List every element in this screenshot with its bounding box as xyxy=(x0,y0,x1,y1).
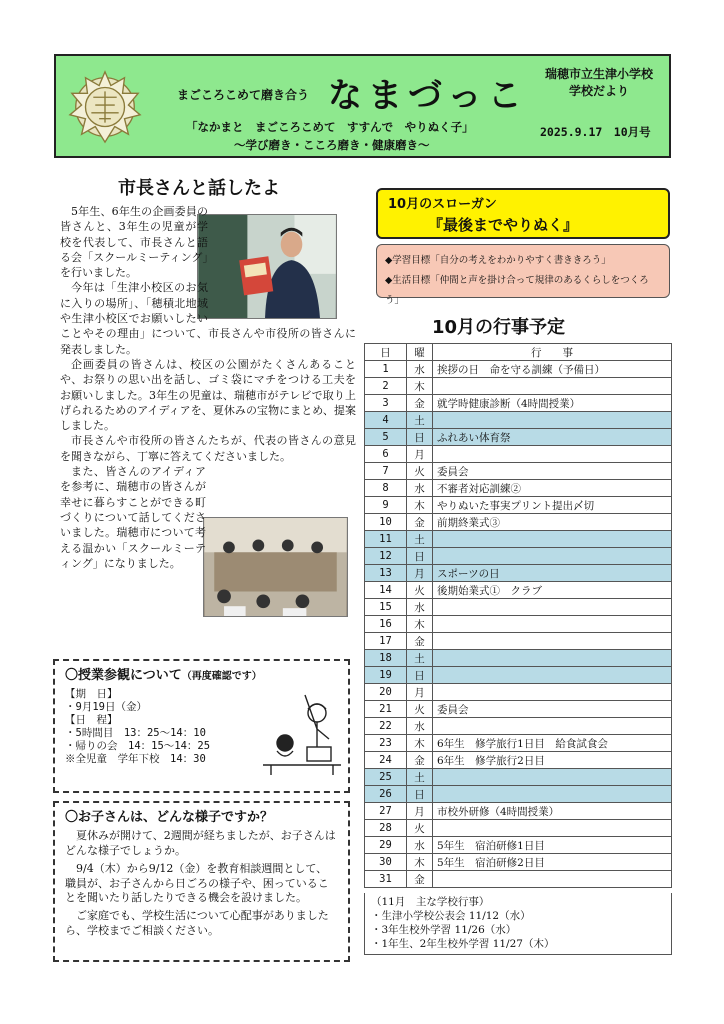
event-name: 6年生 修学旅行2日目 xyxy=(433,752,672,769)
event-weekday: 木 xyxy=(407,854,433,871)
event-day: 12 xyxy=(365,548,407,565)
event-day: 5 xyxy=(365,429,407,446)
event-day: 11 xyxy=(365,531,407,548)
header-event: 行 事 xyxy=(433,344,672,361)
event-name xyxy=(433,599,672,616)
event-name: 5年生 宿泊研修1日目 xyxy=(433,837,672,854)
event-name: 6年生 修学旅行1日目 給食試食会 xyxy=(433,735,672,752)
event-day: 18 xyxy=(365,650,407,667)
event-name xyxy=(433,718,672,735)
event-name: やりぬいた事実プリント提出〆切 xyxy=(433,497,672,514)
event-name xyxy=(433,548,672,565)
event-row xyxy=(365,871,672,888)
header-day: 日 xyxy=(365,344,407,361)
article-paragraph: 5年生、6年生の企画委員の皆さんと、3年生の児童が学校を代表して、市長さんと語る会「スクールミーティング」を行いました。 xyxy=(60,205,208,280)
event-name xyxy=(433,667,672,684)
event-name: 市校外研修（4時間授業） xyxy=(433,803,672,820)
event-weekday: 火 xyxy=(407,701,433,718)
school-name: 瑞穂市立生津小学校 xyxy=(544,67,653,81)
school-motto: 「なかまと まごころこめて すすんで やりぬく子」 xyxy=(186,120,474,134)
event-name: 就学時健康診断（4時間授業） xyxy=(433,395,672,412)
event-day: 4 xyxy=(365,412,407,429)
event-day: 10 xyxy=(365,514,407,531)
article-title: 市長さんと話したよ xyxy=(118,178,280,199)
school-emblem-icon xyxy=(66,68,144,146)
event-weekday: 日 xyxy=(407,548,433,565)
event-row xyxy=(365,803,672,820)
event-row xyxy=(365,361,672,378)
event-day: 9 xyxy=(365,497,407,514)
november-line: （11月 主な学校行事） xyxy=(371,896,490,908)
child-condition-box xyxy=(53,801,350,962)
event-weekday: 金 xyxy=(407,395,433,412)
event-weekday: 金 xyxy=(407,752,433,769)
event-weekday: 月 xyxy=(407,684,433,701)
event-weekday: 金 xyxy=(407,514,433,531)
event-name xyxy=(433,769,672,786)
event-day: 28 xyxy=(365,820,407,837)
event-day: 14 xyxy=(365,582,407,599)
header-weekday: 曜 xyxy=(407,344,433,361)
visit-line: ・帰りの会 14：15〜14：25 xyxy=(65,740,211,752)
november-line: ・生津小学校公表会 11/12（水） xyxy=(371,910,531,922)
events-header-row xyxy=(365,344,672,361)
event-name xyxy=(433,684,672,701)
event-weekday: 金 xyxy=(407,633,433,650)
event-name xyxy=(433,871,672,888)
event-row xyxy=(365,633,672,650)
newsletter-title: なまづっこ xyxy=(328,76,528,116)
event-row xyxy=(365,786,672,803)
visit-line: 【期 日】 xyxy=(65,688,118,700)
november-line: ・1年生、2年生校外学習 11/27（木） xyxy=(371,938,555,950)
event-weekday: 水 xyxy=(407,718,433,735)
event-weekday: 水 xyxy=(407,480,433,497)
event-day: 8 xyxy=(365,480,407,497)
event-name: 前期終業式③ xyxy=(433,514,672,531)
event-row xyxy=(365,582,672,599)
event-name xyxy=(433,531,672,548)
event-name: 挨拶の日 命を守る訓練（予備日） xyxy=(433,361,672,378)
event-row xyxy=(365,735,672,752)
class-visit-heading xyxy=(65,669,338,684)
article-paragraph: 市長さんや市役所の皆さんたちが、代表の皆さんの意見を聞きながら、丁寧に答えてくださいました。 xyxy=(60,434,356,463)
event-row xyxy=(365,769,672,786)
events-table xyxy=(364,343,672,888)
event-day: 3 xyxy=(365,395,407,412)
event-day: 31 xyxy=(365,871,407,888)
event-weekday: 土 xyxy=(407,412,433,429)
event-weekday: 水 xyxy=(407,599,433,616)
event-day: 26 xyxy=(365,786,407,803)
event-row xyxy=(365,497,672,514)
event-row xyxy=(365,395,672,412)
event-weekday: 水 xyxy=(407,361,433,378)
event-row xyxy=(365,854,672,871)
event-row xyxy=(365,752,672,769)
event-weekday: 月 xyxy=(407,565,433,582)
events-title: 10月の行事予定 xyxy=(432,317,566,338)
event-name xyxy=(433,820,672,837)
newsletter-header xyxy=(54,54,671,158)
event-row xyxy=(365,429,672,446)
study-goal: ◆学習目標「自分の考えをわかりやすく書ききろう」 xyxy=(385,255,611,266)
event-weekday: 月 xyxy=(407,446,433,463)
raising-hand-illustration-icon xyxy=(261,689,343,775)
event-day: 17 xyxy=(365,633,407,650)
article-body xyxy=(60,204,356,572)
event-row xyxy=(365,718,672,735)
event-row xyxy=(365,412,672,429)
event-row xyxy=(365,548,672,565)
event-row xyxy=(365,701,672,718)
event-name xyxy=(433,786,672,803)
event-row xyxy=(365,514,672,531)
event-name xyxy=(433,412,672,429)
event-weekday: 日 xyxy=(407,786,433,803)
event-weekday: 火 xyxy=(407,820,433,837)
class-visit-note: （再度確認です） xyxy=(181,671,262,682)
event-row xyxy=(365,463,672,480)
event-row xyxy=(365,531,672,548)
life-goal: ◆生活目標「仲間と声を掛け合って規律のあるくらしをつくろう」 xyxy=(385,275,649,306)
newsletter-type: 学校だより xyxy=(568,84,629,98)
school-name-block xyxy=(534,66,664,100)
event-name: ふれあい体育祭 xyxy=(433,429,672,446)
event-row xyxy=(365,565,672,582)
event-day: 20 xyxy=(365,684,407,701)
event-weekday: 火 xyxy=(407,463,433,480)
event-weekday: 水 xyxy=(407,837,433,854)
event-day: 21 xyxy=(365,701,407,718)
motto-top: まごころこめて磨き合う xyxy=(177,88,310,102)
event-day: 16 xyxy=(365,616,407,633)
event-name: スポーツの日 xyxy=(433,565,672,582)
event-name: 不審者対応訓練② xyxy=(433,480,672,497)
school-sub-motto: 〜学び磨き・こころ磨き・健康磨き〜 xyxy=(234,138,430,152)
november-line: ・3年生校外学習 11/26（水） xyxy=(371,924,517,936)
event-weekday: 土 xyxy=(407,531,433,548)
event-name: 5年生 宿泊研修2日目 xyxy=(433,854,672,871)
event-day: 30 xyxy=(365,854,407,871)
article-paragraph: 今年は「生津小校区のお気に入りの場所」、「穂積北地域や生津小校区でお願いしたいことやその理由」について、市長さんや市役所の皆さんに発表しました。 xyxy=(60,281,356,356)
event-row xyxy=(365,820,672,837)
event-day: 6 xyxy=(365,446,407,463)
slogan-label: 10月のスローガン xyxy=(388,197,497,212)
event-row xyxy=(365,378,672,395)
photo-spacer xyxy=(208,204,356,314)
slogan-value: 『最後までやりぬく』 xyxy=(428,216,579,234)
event-day: 15 xyxy=(365,599,407,616)
class-visit-box xyxy=(53,659,350,793)
november-events xyxy=(364,893,672,955)
event-weekday: 木 xyxy=(407,616,433,633)
event-row xyxy=(365,446,672,463)
child-condition-heading: 〇お子さんは、どんな様子ですか？ xyxy=(65,810,274,825)
visit-line: ※全児童 学年下校 14：30 xyxy=(65,753,206,765)
event-name xyxy=(433,616,672,633)
event-weekday: 木 xyxy=(407,378,433,395)
event-day: 29 xyxy=(365,837,407,854)
event-day: 25 xyxy=(365,769,407,786)
event-row xyxy=(365,599,672,616)
visit-line: ・9月19日（金） xyxy=(65,701,147,713)
event-row xyxy=(365,684,672,701)
class-visit-title: 〇授業参観について xyxy=(65,668,182,683)
event-weekday: 木 xyxy=(407,497,433,514)
article-paragraph: 企画委員の皆さんは、校区の公園がたくさんあることや、お祭りの思い出を話し、ゴミ袋にマチをつける工夫をお願いしました。3年生の児童は、瑞穂市がテレビで取り上げられるためのアイディアを、夏休みの宝物にまとめ、提案しました。 xyxy=(60,357,356,433)
event-weekday: 日 xyxy=(407,667,433,684)
event-name xyxy=(433,650,672,667)
event-weekday: 金 xyxy=(407,871,433,888)
child-condition-paragraph: 9/4（木）から9/12（金）を教育相談週間として、職員が、お子さんから日ごろの様子や、困っていることを聞いたり話したりできる機会を設けました。 xyxy=(65,862,329,905)
event-day: 13 xyxy=(365,565,407,582)
event-name: 委員会 xyxy=(433,463,672,480)
visit-line: 【日 程】 xyxy=(65,714,118,726)
issue-date: 2025.9.17 10月号 xyxy=(540,125,651,139)
event-weekday: 火 xyxy=(407,582,433,599)
event-row xyxy=(365,616,672,633)
event-weekday: 土 xyxy=(407,769,433,786)
event-day: 1 xyxy=(365,361,407,378)
events-body xyxy=(365,361,672,888)
monthly-goals-box xyxy=(376,244,670,306)
event-weekday: 日 xyxy=(407,429,433,446)
event-day: 7 xyxy=(365,463,407,480)
photo-spacer xyxy=(206,468,356,572)
event-weekday: 木 xyxy=(407,735,433,752)
event-day: 2 xyxy=(365,378,407,395)
event-day: 22 xyxy=(365,718,407,735)
event-row xyxy=(365,667,672,684)
event-row xyxy=(365,480,672,497)
child-condition-paragraph: 夏休みが開けて、2週間が経ちましたが、お子さんはどんな様子でしょうか。 xyxy=(65,829,336,857)
event-name: 後期始業式① クラブ xyxy=(433,582,672,599)
event-weekday: 月 xyxy=(407,803,433,820)
article-paragraph: また、皆さんのアイディアを参考に、瑞穂市の皆さんが幸せに暮らすことができる町づくりについて話してくださいました。瑞穂市について考える温かい「スクールミーティング」になりました。 xyxy=(60,465,206,570)
monthly-slogan-box xyxy=(376,188,670,239)
event-name: 委員会 xyxy=(433,701,672,718)
event-row xyxy=(365,837,672,854)
event-name xyxy=(433,633,672,650)
event-day: 27 xyxy=(365,803,407,820)
child-condition-paragraph: ご家庭でも、学校生活について心配事がありましたら、学校までご相談ください。 xyxy=(65,909,329,937)
event-row xyxy=(365,650,672,667)
event-weekday: 土 xyxy=(407,650,433,667)
event-name xyxy=(433,378,672,395)
event-day: 19 xyxy=(365,667,407,684)
visit-line: ・5時間目 13：25〜14：10 xyxy=(65,727,206,739)
event-day: 24 xyxy=(365,752,407,769)
event-day: 23 xyxy=(365,735,407,752)
event-name xyxy=(433,446,672,463)
